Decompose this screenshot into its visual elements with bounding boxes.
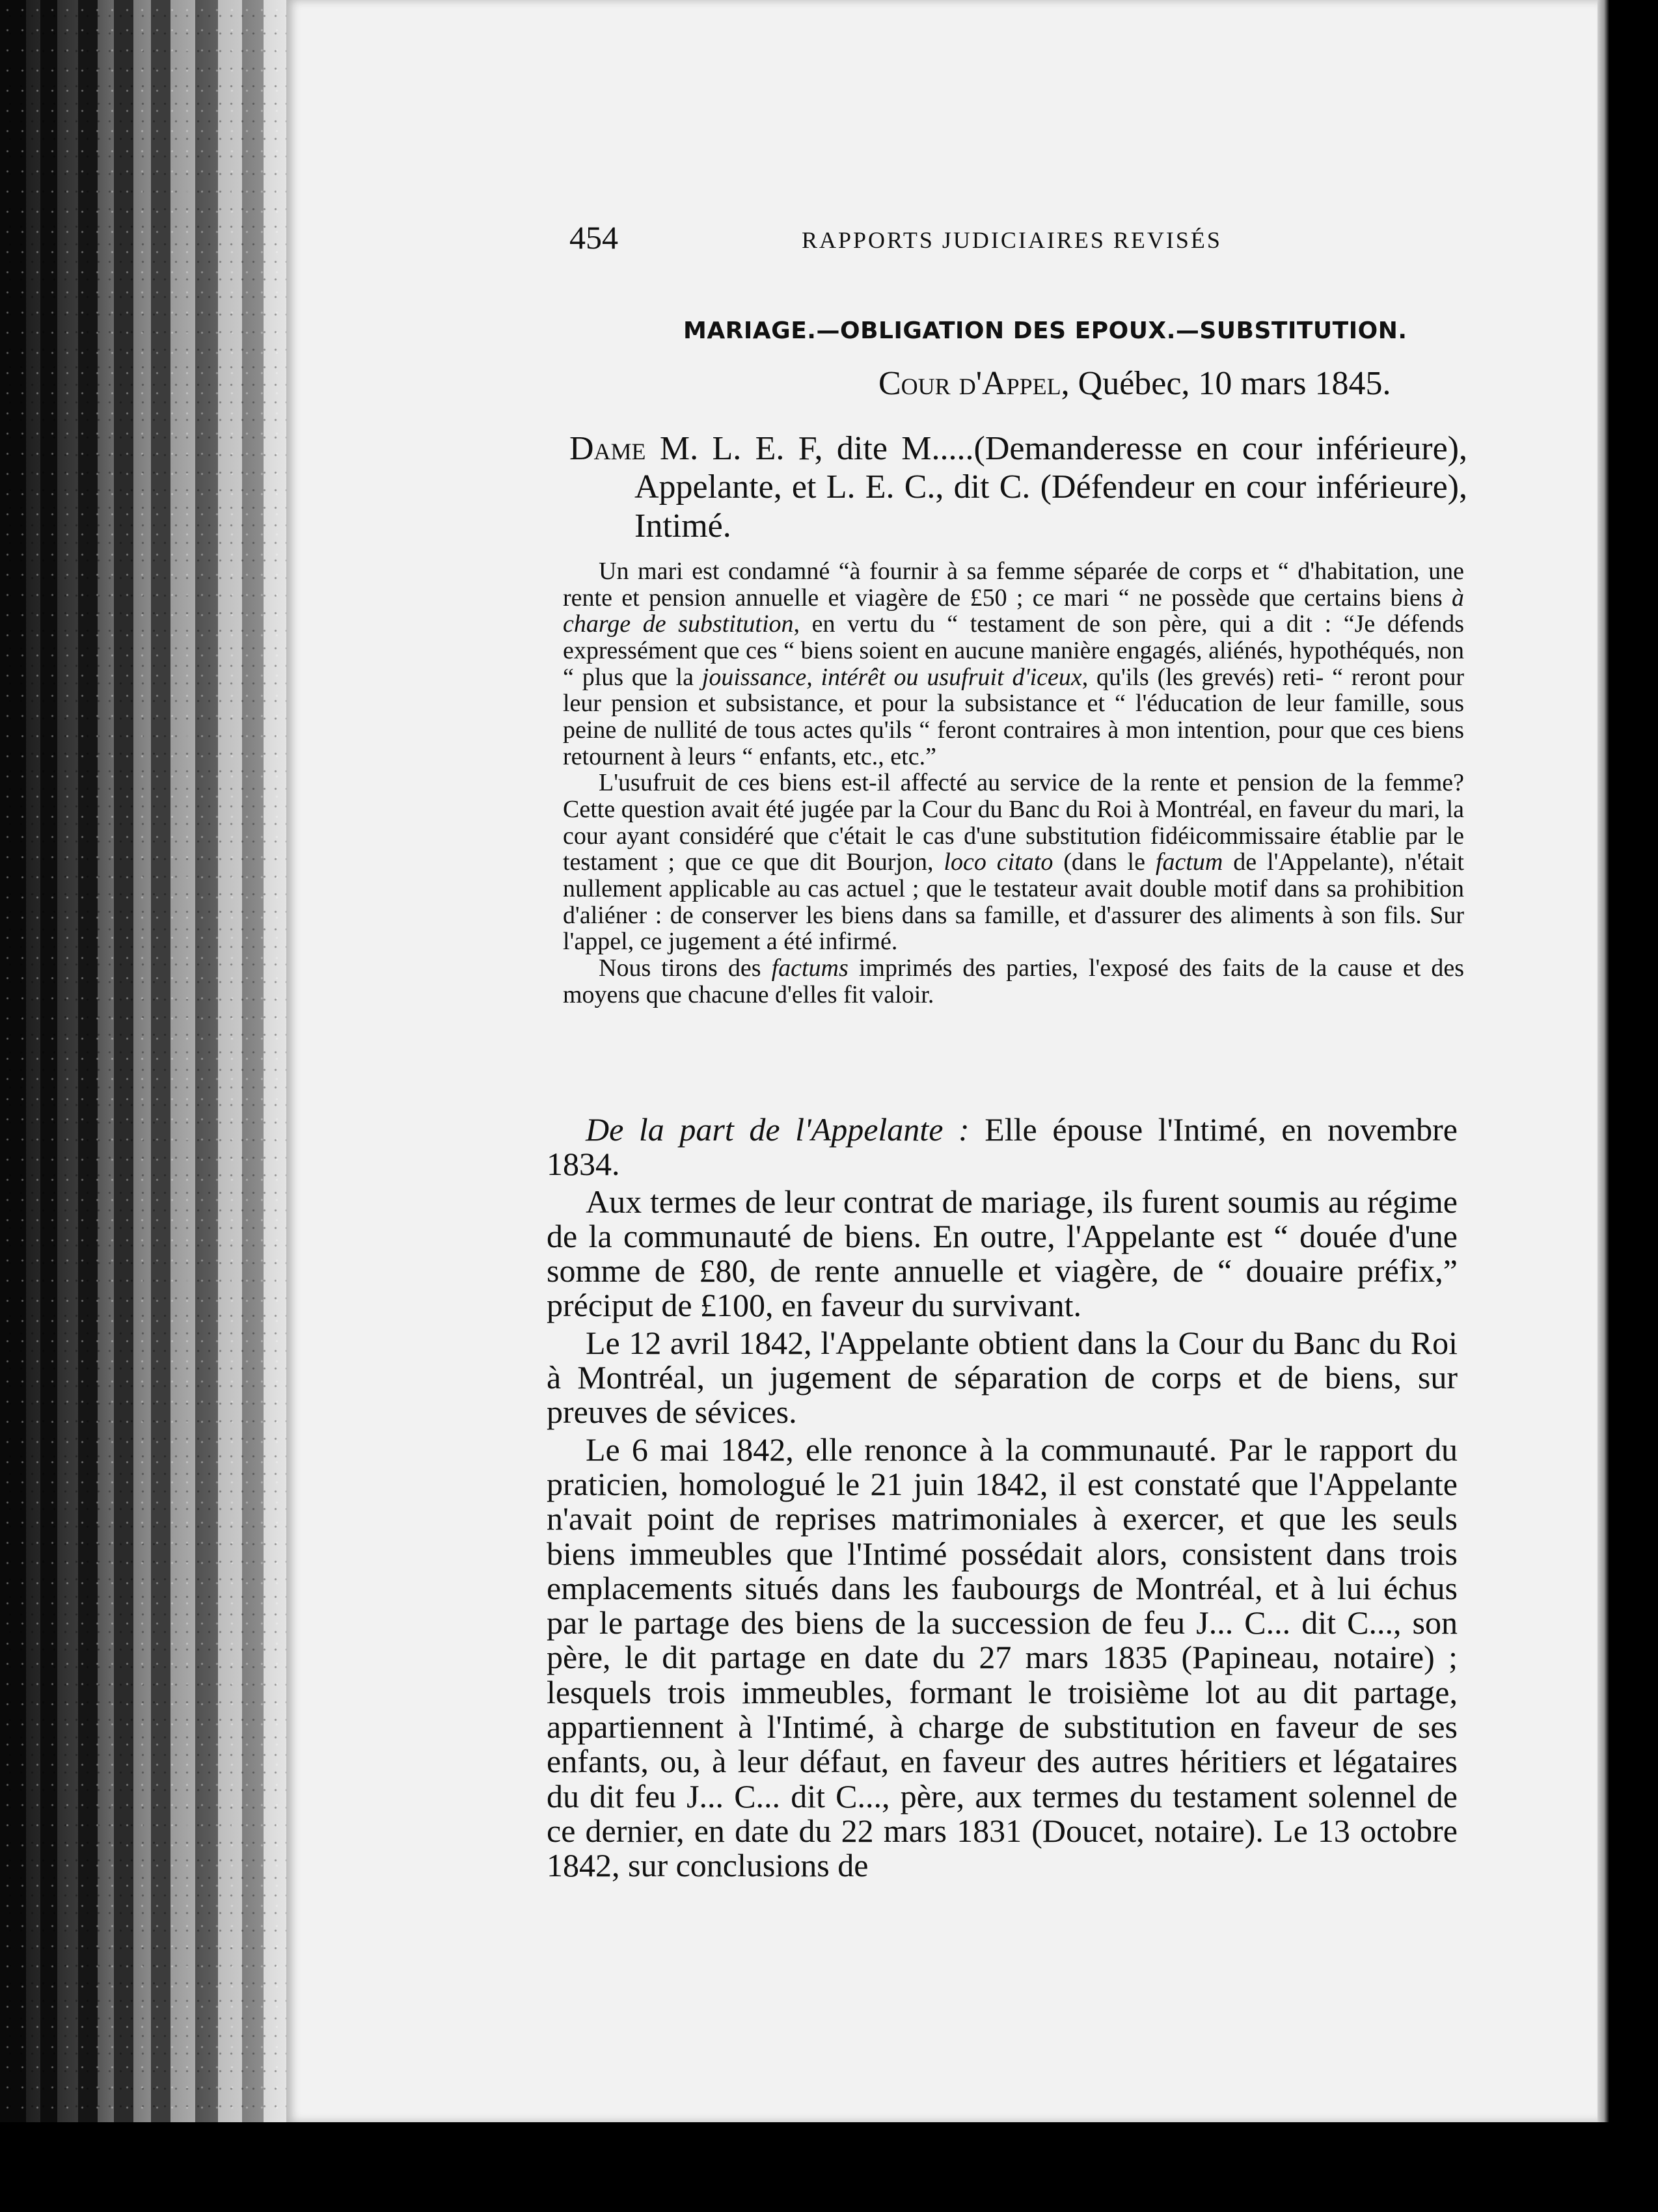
text-run: Elle épouse l'Intimé, en novembre 1834. [547, 1111, 1458, 1183]
text-run: , en vertu du “ testament de son père, qui a dit : “Je défends expressément que ces “ biens soient en aucune manière engagés, aliénés, hypothéqués, non “ plus que la [563, 610, 1464, 691]
headnote-paragraph [563, 558, 1464, 770]
italic-run: De la part de l'Appelante : [586, 1111, 970, 1148]
text-run: , qu'ils (les grevés) reti- “ reront pour leur pension et subsistance, et pour la subsistance et “ l'éducation de leur famille, sous peine de nullité de tous actes qu'ils “ feront contraires à mon intention, pour que ces biens retournent à leurs “ enfants, etc., etc.” [563, 663, 1464, 770]
body-paragraph: Aux termes de leur contrat de mariage, ils furent soumis au régime de la communauté de biens. En outre, l'Appelante est “ douée d'une somme de £80, de rente annuelle et viagère, de “ douaire préfix,” préciput de £100, en faveur du survivant. [547, 1183, 1458, 1324]
court-place-date: , Québec, 10 mars 1845. [1061, 365, 1391, 402]
running-head [569, 219, 1259, 264]
headnote-paragraph [563, 955, 1464, 1008]
headnote [563, 558, 1464, 1008]
book-page-edges [0, 0, 306, 2212]
text-run: Nous tirons des [599, 954, 772, 982]
parties-text: M. L. E. F, dite M.....(Demanderesse en cour inférieure), Appelante, et L. E. C., dit C. (Défendeur en cour inférieure), Intimé. [634, 430, 1467, 545]
court-line [878, 364, 1464, 403]
scan-border-right [1597, 0, 1658, 2212]
text-run: L'usufruit de ces biens est-il affecté au service de la rente et pension de la femme? Cette question avait été jugée par la Cour du Banc du Roi à Montréal, en faveur du mari, la cour ayant considéré que c'était le cas d'une substitution fidéicommissaire établie par le testament ; que ce que dit Bourjon, [563, 769, 1464, 876]
italic-run: jouissance, intérêt ou usufruit d'iceux [701, 663, 1082, 691]
italic-run: à charge de substitution [563, 584, 1464, 638]
body-paragraph: Le 6 mai 1842, elle renonce à la communauté. Par le rapport du praticien, homologué le 21 juin 1842, il est constaté que l'Appelante n'avait point de reprises matrimoniales à exercer, et que les seuls biens immeubles que l'Intimé possédait alors, consistent dans trois emplacements situés dans les faubourgs de Montréal, et à lui échus par le partage des biens de la succession de feu J... C... dit C..., son père, le dit partage en date du 27 mars 1835 (Papineau, notaire) ; lesquels trois immeubles, formant le troisième lot au dit partage, appartiennent à l'Intimé, à charge de substitution en faveur de ses enfants, ou, à leur défaut, en faveur des autres héritiers et légataires du dit feu J... C... dit C..., père, aux termes du testament solennel de ce dernier, en date du 22 mars 1831 (Doucet, notaire). Le 13 octobre 1842, sur conclusions de [547, 1431, 1458, 1884]
parties-lead: Dame [569, 430, 646, 467]
court-name: Cour d'Appel [878, 365, 1061, 402]
text-run: (dans le [1053, 848, 1156, 876]
headnote-paragraph [563, 770, 1464, 955]
body-text [547, 1113, 1458, 1883]
case-subject-heading: MARIAGE.—OBLIGATION DES EPOUX.—SUBSTITUTION. [683, 317, 1407, 344]
page-number: 454 [569, 219, 618, 256]
running-title: RAPPORTS JUDICIAIRES REVISÉS [802, 227, 1222, 253]
italic-run: loco citato [944, 848, 1053, 876]
parties-paragraph [569, 429, 1467, 545]
text-run: Un mari est condamné “à fournir à sa femme séparée de corps et “ d'habitation, une rente et pension annuelle et viagère de £50 ; ce mari “ ne possède que certains biens [563, 558, 1464, 612]
italic-run: factums [771, 954, 849, 982]
text-run: imprimés des parties, l'exposé des faits de la cause et des moyens que chacune d'elles fit valoir. [563, 954, 1464, 1008]
body-paragraph [547, 1113, 1458, 1182]
body-paragraph: Le 12 avril 1842, l'Appelante obtient dans la Cour du Banc du Roi à Montréal, un jugement de séparation de corps et de biens, sur preuves de sévices. [547, 1324, 1458, 1431]
italic-run: factum [1155, 848, 1223, 876]
text-run: de l'Appelante), n'était nullement applicable au cas actuel ; que le testateur avait double motif dans sa prohibition d'aliéner : de conserver les biens dans sa famille, et d'assurer des aliments à son fils. Sur l'appel, ce jugement a été infirmé. [563, 848, 1464, 956]
scan-border-bottom [0, 2122, 1658, 2212]
